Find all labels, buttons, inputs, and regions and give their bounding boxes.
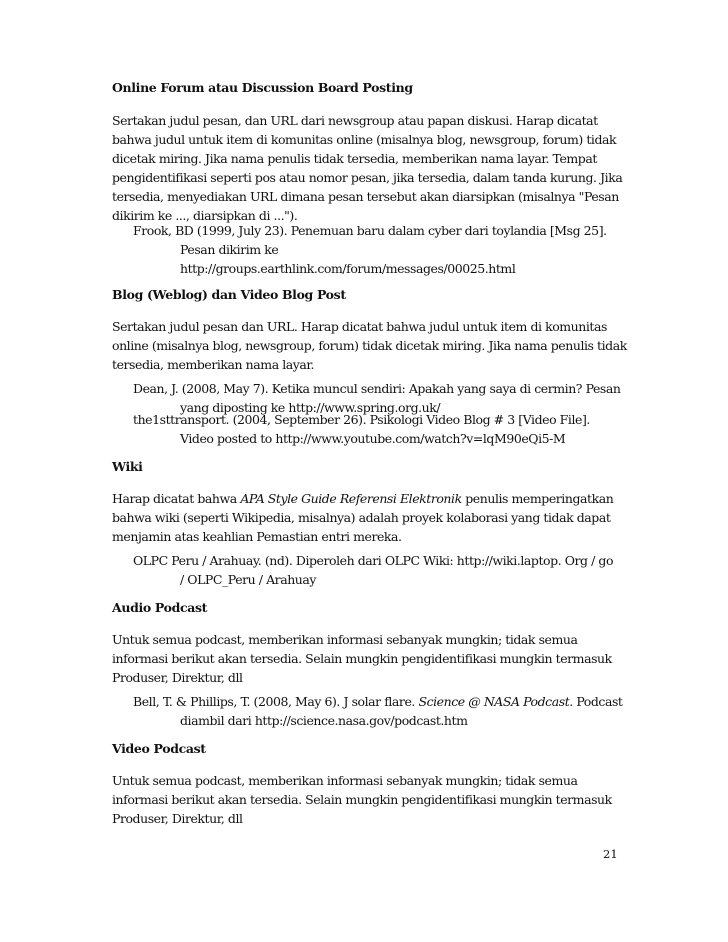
reference-continuation: Pesan dikirim ke: [180, 242, 279, 257]
reference-continuation: diambil dari http://science.nasa.gov/podcast.htm: [180, 713, 468, 728]
reference-entry: [133, 221, 607, 278]
reference-entry: [133, 551, 613, 589]
paragraph-line: menjamin atas keahlian Pemastian entri mereka.: [112, 529, 402, 544]
paragraph-line: Sertakan judul pesan dan URL. Harap dicatat bahwa judul untuk item di komunitas: [112, 319, 607, 334]
section-paragraph: [112, 317, 627, 374]
section-blog: [112, 285, 617, 304]
paragraph-line: informasi berikut akan tersedia. Selain mungkin pengidentifikasi mungkin termasuk: [112, 651, 612, 666]
paragraph-line: dikirim ke ..., diarsipkan di ...").: [112, 208, 298, 223]
paragraph-line: pengidentifikasi seperti pos atau nomor pesan, jika tersedia, dalam tanda kurung. Jika: [112, 170, 623, 185]
reference-italic-title: Science @ NASA Podcast.: [418, 694, 573, 709]
page-number: 21: [603, 847, 618, 861]
paragraph-line: Untuk semua podcast, memberikan informasi sebanyak mungkin; tidak semua: [112, 773, 578, 788]
section-paragraph: [112, 771, 617, 828]
section-paragraph: [112, 489, 617, 546]
section-heading: Wiki: [112, 459, 143, 474]
paragraph-line: bahwa wiki (seperti Wikipedia, misalnya) adalah proyek kolaborasi yang tidak dapat: [112, 510, 611, 525]
section-audio-podcast: [112, 598, 617, 617]
paragraph-line: tersedia, menyediakan URL dimana pesan tersebut akan diarsipkan (misalnya "Pesan: [112, 189, 619, 204]
section-paragraph: [112, 111, 623, 225]
paragraph-text: penulis memperingatkan: [461, 491, 614, 506]
reference-first-line: the1sttransport. (2004, September 26). Psikologi Video Blog # 3 [Video File].: [133, 412, 590, 427]
section-heading: Video Podcast: [112, 741, 206, 756]
paragraph-line: informasi berikut akan tersedia. Selain mungkin pengidentifikasi mungkin termasuk: [112, 792, 612, 807]
paragraph-line: dicetak miring. Jika nama penulis tidak tersedia, memberikan nama layar. Tempat: [112, 151, 597, 166]
section-online-forum: [112, 78, 617, 97]
section-paragraph: [112, 630, 617, 687]
reference-continuation: Video posted to http://www.youtube.com/watch?v=lqM90eQi5-M: [180, 431, 566, 446]
paragraph-line: Produser, Direktur, dll: [112, 811, 243, 826]
paragraph-line: online (misalnya blog, newsgroup, forum) tidak dicetak miring. Jika nama penulis tidak: [112, 338, 627, 353]
reference-first-line: [133, 692, 623, 711]
reference-first-line: Dean, J. (2008, May 7). Ketika muncul sendiri: Apakah yang saya di cermin? Pesan: [133, 381, 621, 396]
reference-first-line: OLPC Peru / Arahuay. (nd). Diperoleh dari OLPC Wiki: http://wiki.laptop. Org / go: [133, 553, 614, 568]
reference-entry: [133, 410, 590, 448]
paragraph-line: Produser, Direktur, dll: [112, 670, 243, 685]
reference-first-line: Frook, BD (1999, July 23). Penemuan baru dalam cyber dari toylandia [Msg 25].: [133, 223, 607, 238]
paragraph-line: Sertakan judul pesan, dan URL dari newsgroup atau papan diskusi. Harap dicatat: [112, 113, 598, 128]
paragraph-italic-title: APA Style Guide Referensi Elektronik: [240, 491, 462, 506]
paragraph-line: Untuk semua podcast, memberikan informasi sebanyak mungkin; tidak semua: [112, 632, 578, 647]
paragraph-text: Harap dicatat bahwa: [112, 491, 241, 506]
paragraph-line: bahwa judul untuk item di komunitas online (misalnya blog, newsgroup, forum) tidak: [112, 132, 617, 147]
section-heading: Audio Podcast: [112, 600, 208, 615]
section-wiki: [112, 457, 617, 476]
section-heading: Blog (Weblog) dan Video Blog Post: [112, 287, 346, 302]
paragraph-line: tersedia, memberikan nama layar.: [112, 357, 315, 372]
paragraph-line: [112, 489, 617, 508]
section-video-podcast: [112, 739, 617, 758]
reference-entry: [133, 692, 623, 730]
reference-continuation: yang diposting ke http://www.spring.org.uk/: [180, 400, 441, 415]
reference-continuation: / OLPC_Peru / Arahuay: [180, 572, 317, 587]
section-heading: Online Forum atau Discussion Board Posting: [112, 80, 413, 95]
reference-text: Bell, T. & Phillips, T. (2008, May 6). J solar flare.: [133, 694, 419, 709]
reference-url: http://groups.earthlink.com/forum/messages/00025.html: [180, 261, 516, 276]
reference-text: Podcast: [572, 694, 623, 709]
